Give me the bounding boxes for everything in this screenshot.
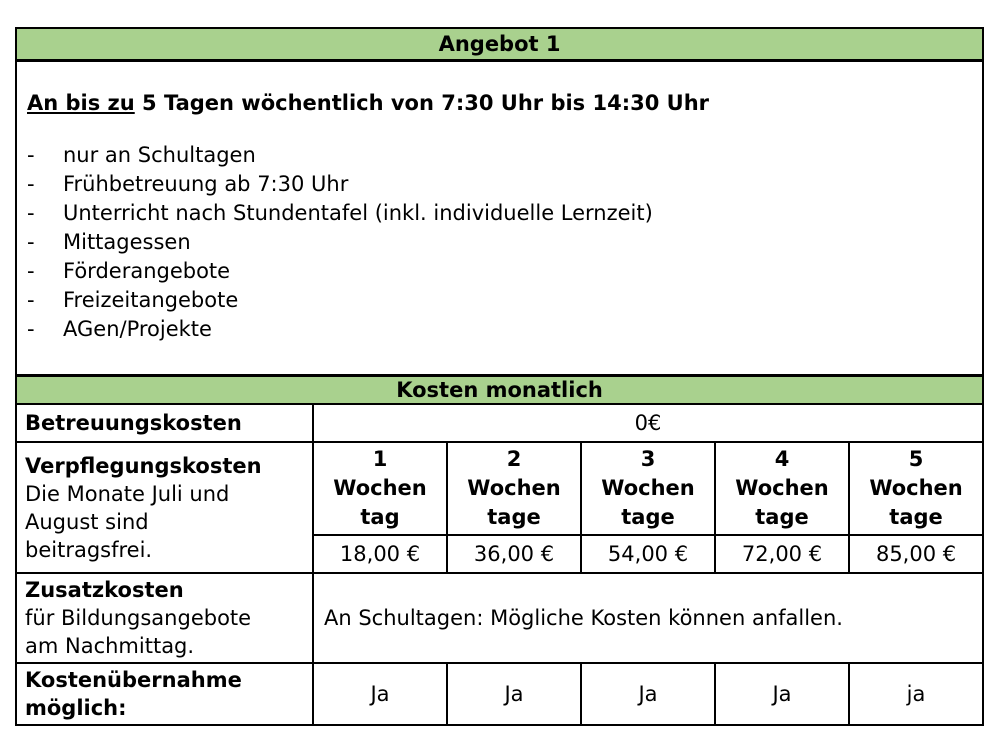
uebernahme-value-3: Ja bbox=[581, 663, 715, 725]
list-item: - Freizeitangebote bbox=[27, 288, 239, 312]
list-item: - nur an Schultagen bbox=[27, 143, 256, 167]
weekday-header-5: 5 Wochen tage bbox=[849, 442, 983, 535]
price-2: 36,00 € bbox=[447, 535, 581, 573]
offer-table bbox=[15, 27, 984, 726]
zusatz-value: An Schultagen: Mögliche Kosten können anfallen. bbox=[313, 573, 983, 663]
price-3: 54,00 € bbox=[581, 535, 715, 573]
headline-rest: 5 Tagen wöchentlich von 7:30 Uhr bis 14:30 Uhr bbox=[134, 91, 710, 115]
price-4: 72,00 € bbox=[715, 535, 849, 573]
offer-headline bbox=[27, 91, 972, 115]
price-1: 18,00 € bbox=[313, 535, 447, 573]
verpflegung-label: Verpflegungskosten Die Monate Juli und August sind beitragsfrei. bbox=[16, 442, 313, 573]
uebernahme-value-5: ja bbox=[849, 663, 983, 725]
costs-title: Kosten monatlich bbox=[16, 376, 983, 405]
headline-underlined: An bis zu bbox=[27, 91, 135, 115]
offer-document bbox=[15, 27, 982, 726]
list-item: - Mittagessen bbox=[27, 230, 191, 254]
betreuung-value: 0€ bbox=[313, 404, 983, 442]
weekday-header-3: 3 Wochen tage bbox=[581, 442, 715, 535]
uebernahme-value-1: Ja bbox=[313, 663, 447, 725]
offer-title: Angebot 1 bbox=[16, 28, 983, 61]
weekday-header-4: 4 Wochen tage bbox=[715, 442, 849, 535]
offer-items-list bbox=[27, 141, 972, 344]
list-item: - Unterricht nach Stundentafel (inkl. individuelle Lernzeit) bbox=[27, 201, 653, 225]
list-item: - Frühbetreuung ab 7:30 Uhr bbox=[27, 172, 349, 196]
zusatz-label: Zusatzkosten für Bildungsangebote am Nachmittag. bbox=[16, 573, 313, 663]
offer-description bbox=[16, 61, 983, 376]
uebernahme-value-2: Ja bbox=[447, 663, 581, 725]
price-5: 85,00 € bbox=[849, 535, 983, 573]
list-item: - AGen/Projekte bbox=[27, 317, 212, 341]
weekday-header-1: 1 Wochen tag bbox=[313, 442, 447, 535]
betreuung-label: Betreuungskosten bbox=[16, 404, 313, 442]
uebernahme-value-4: Ja bbox=[715, 663, 849, 725]
weekday-header-2: 2 Wochen tage bbox=[447, 442, 581, 535]
list-item: - Förderangebote bbox=[27, 259, 231, 283]
uebernahme-label: Kostenübernahme möglich: bbox=[16, 663, 313, 725]
